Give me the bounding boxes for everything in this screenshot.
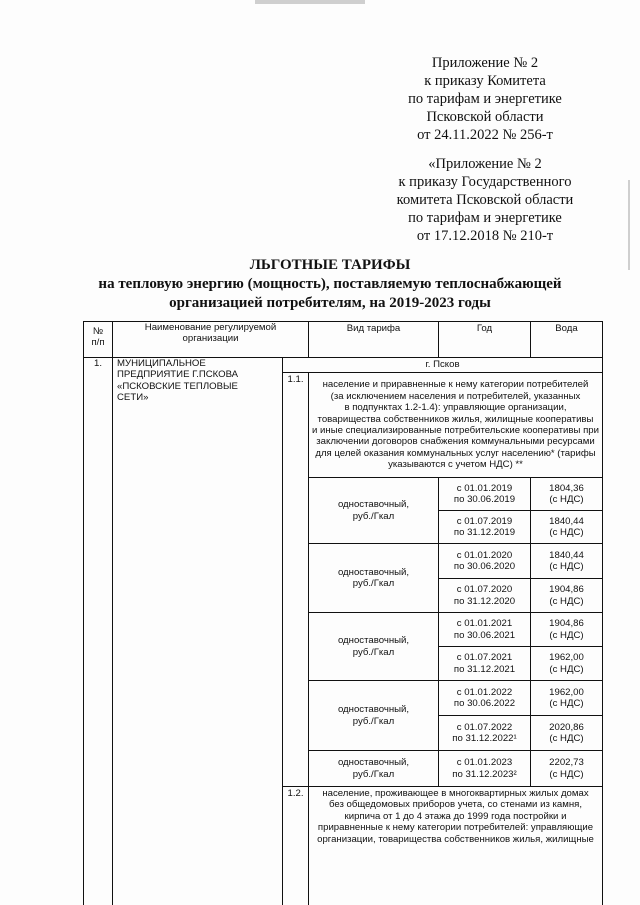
period-cell <box>439 681 530 715</box>
header-organization-line: организации <box>182 333 239 345</box>
subitem-description-line: без общедомовых приборов учета, со стенами из камня, <box>328 799 583 811</box>
period-cell <box>439 751 530 786</box>
tariff-type-line: руб./Гкал <box>352 510 395 522</box>
period-line: с 01.07.2021 <box>456 652 513 664</box>
title-line: ЛЬГОТНЫЕ ТАРИФЫ <box>249 257 411 273</box>
period-line: с 01.07.2022 <box>456 721 513 733</box>
value-line: (с НДС) <box>549 527 584 538</box>
value-line: 1904,86 <box>549 584 584 596</box>
table-line <box>282 357 283 905</box>
subitem-description-line: население, проживающее в многоквартирных жилых домах <box>322 788 589 799</box>
period-line: с 01.01.2023 <box>456 757 513 769</box>
table-line <box>282 786 602 787</box>
value-line: (с НДС) <box>549 698 584 709</box>
organization-name <box>117 358 281 418</box>
value-cell <box>531 647 602 680</box>
organization-name-line: «ПСКОВСКИЕ ТЕПЛОВЫЕ <box>117 380 238 392</box>
subitem-description-line: организации, товарищества собственников жилья, жилищные <box>317 833 594 845</box>
value-line: 1840,44 <box>549 549 584 561</box>
period-line: с 01.07.2020 <box>456 584 513 596</box>
period-line: по 30.06.2021 <box>453 629 516 641</box>
subitem-description-line: население и приравненные к нему категории потребителей <box>322 379 589 391</box>
tariff-type-line: руб./Гкал <box>352 646 395 658</box>
subitem-description-line: кирпича от 1 до 4 этажа до 1999 года постройки и <box>344 810 567 822</box>
header-organization-line: Наименование регулируемой <box>144 322 277 333</box>
header-year: Год <box>476 323 493 334</box>
subitem-description-line: товарищества собственников жилья, жилищные кооперативы <box>317 413 594 425</box>
period-line: с 01.01.2021 <box>456 618 513 630</box>
value-line: 2202,73 <box>549 757 584 769</box>
row-number: 1. <box>93 358 102 369</box>
header-tariff-type: Вид тарифа <box>346 323 401 334</box>
period-cell <box>439 647 530 680</box>
header-number-line: № <box>92 326 104 337</box>
period-cell <box>439 511 530 543</box>
tariff-type-cell <box>309 681 438 750</box>
table-line <box>112 321 113 905</box>
appendix-original-reference <box>360 155 610 245</box>
period-line: по 30.06.2022 <box>453 698 516 709</box>
value-cell <box>531 613 602 646</box>
subitem-description-line: в подпунктах 1.2-1.4): управляющие организации, <box>344 402 567 414</box>
value-cell <box>531 511 602 543</box>
value-line: 1962,00 <box>549 686 584 698</box>
period-line: по 30.06.2020 <box>453 561 516 572</box>
tariff-type-line: руб./Гкал <box>352 715 395 727</box>
subitem-description-line: приравненные к нему категории потребителей: управляющие <box>317 822 594 834</box>
tariff-type-line: руб./Гкал <box>352 578 395 589</box>
subitem-description-line: и иные специализированные потребительские кооперативы при <box>312 425 599 436</box>
value-line: (с НДС) <box>549 595 584 607</box>
subitem-description-line: для целей оказания коммунальных услуг населению* (тарифы <box>315 447 596 459</box>
value-line: 1962,00 <box>549 652 584 664</box>
appendix-line: от 24.11.2022 № 256-т <box>417 127 553 143</box>
value-line: (с НДС) <box>549 733 584 744</box>
appendix-line: «Приложение № 2 <box>428 156 542 172</box>
value-line: (с НДС) <box>549 663 584 675</box>
organization-name-line: МУНИЦИПАЛЬНОЕ <box>117 358 206 369</box>
scan-artifact <box>255 0 365 4</box>
period-line: по 31.12.2022¹ <box>452 733 517 744</box>
value-line: (с НДС) <box>549 494 584 505</box>
period-line: по 30.06.2019 <box>453 494 516 505</box>
document-title <box>60 256 600 313</box>
header-number-line: п/п <box>91 337 105 349</box>
value-cell <box>531 478 602 510</box>
organization-name-line: ПРЕДПРИЯТИЕ Г.ПСКОВА <box>117 369 239 381</box>
tariff-type-line: одноставочный, <box>337 566 410 578</box>
tariff-type-cell <box>309 478 438 543</box>
value-line: 1904,86 <box>549 618 584 630</box>
period-cell <box>439 716 530 750</box>
subitem-number: 1.2. <box>287 788 304 799</box>
appendix-line: комитета Псковской области <box>396 192 574 208</box>
tariff-type-line: одноставочный, <box>337 635 410 647</box>
title-line: организацией потребителям, на 2019-2023 годы <box>169 295 491 311</box>
appendix-line: к приказу Государственного <box>398 174 572 190</box>
tariff-type-line: руб./Гкал <box>352 768 395 780</box>
appendix-line: Приложение № 2 <box>431 55 539 71</box>
value-line: 1840,44 <box>549 515 584 527</box>
subitem-description <box>309 788 602 854</box>
period-line: с 01.07.2019 <box>456 515 513 527</box>
period-line: по 31.12.2019 <box>453 527 516 538</box>
subitem-description-line: заключении договоров снабжения коммунальными ресурсами <box>316 436 595 448</box>
period-cell <box>439 579 530 612</box>
period-line: по 31.12.2020 <box>453 595 516 607</box>
tariff-type-line: одноставочный, <box>337 499 410 511</box>
appendix-line: по тарифам и энергетике <box>408 91 562 107</box>
period-line: с 01.01.2022 <box>456 686 513 698</box>
tariff-type-cell <box>309 613 438 680</box>
value-line: (с НДС) <box>549 561 584 572</box>
period-line: с 01.01.2019 <box>456 482 513 494</box>
subitem-number: 1.1. <box>287 374 304 385</box>
title-line: на тепловую энергию (мощность), поставляемую теплоснабжающей <box>98 276 562 292</box>
tariff-type-cell <box>309 544 438 612</box>
appendix-current-reference <box>360 54 610 144</box>
value-line: 2020,86 <box>549 721 584 733</box>
appendix-line: от 17.12.2018 № 210-т <box>416 228 554 244</box>
tariff-type-line: одноставочный, <box>337 704 410 716</box>
header-number <box>84 326 112 356</box>
value-cell <box>531 681 602 715</box>
value-cell <box>531 716 602 750</box>
period-line: по 31.12.2023² <box>452 768 517 780</box>
subitem-description <box>309 373 602 477</box>
subitem-description-line: указываются с учетом НДС) ** <box>388 459 523 471</box>
tariff-type-line: одноставочный, <box>337 757 410 769</box>
table-line <box>83 321 84 905</box>
period-cell <box>439 613 530 646</box>
header-organization <box>113 322 308 356</box>
value-cell <box>531 579 602 612</box>
tariff-type-cell <box>309 751 438 786</box>
value-line: (с НДС) <box>549 768 584 780</box>
subitem-description-line: (за исключением населения и потребителей, указанных <box>330 390 581 402</box>
organization-name-line: СЕТИ» <box>117 392 149 404</box>
period-line: с 01.01.2020 <box>456 549 513 561</box>
value-cell <box>531 751 602 786</box>
city-label: г. Псков <box>425 359 460 371</box>
table-line <box>602 321 603 905</box>
value-line: 1804,36 <box>549 482 584 494</box>
appendix-line: Псковской области <box>426 109 544 125</box>
period-line: по 31.12.2021 <box>453 663 516 675</box>
value-line: (с НДС) <box>549 629 584 641</box>
appendix-line: по тарифам и энергетике <box>408 210 562 226</box>
appendix-line: к приказу Комитета <box>424 73 546 89</box>
header-water: Вода <box>555 323 578 334</box>
scan-artifact <box>628 180 630 270</box>
value-cell <box>531 544 602 578</box>
period-cell <box>439 544 530 578</box>
period-cell <box>439 478 530 510</box>
